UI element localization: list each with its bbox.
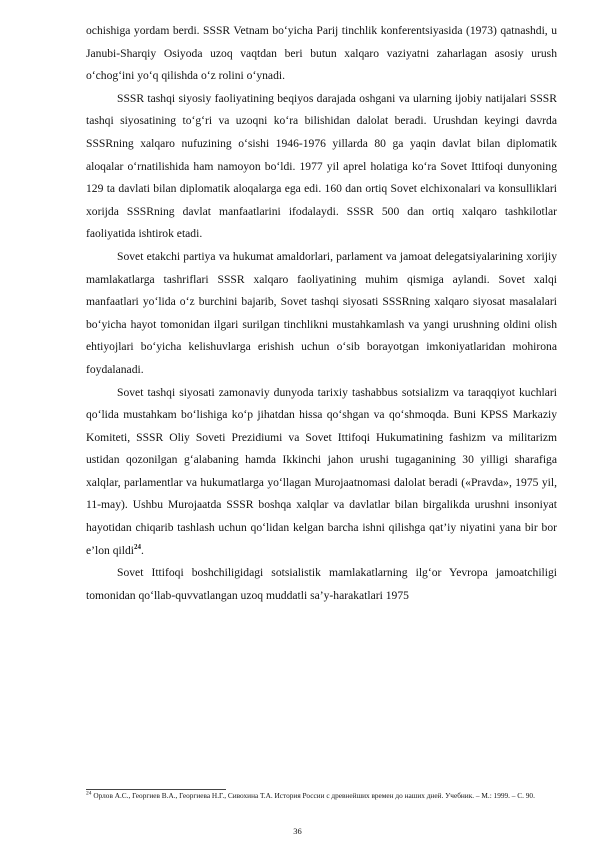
footnote-text: Орлов А.С., Георгиев В.А., Георгиева Н.Г., Сивохина Т.А. История России с древнейших времен до наших дней. Учебник. – М.: 1999. – С. 90. — [93, 791, 535, 800]
paragraph-2: SSSR tashqi siyosiy faoliyatining beqiyos darajada oshgani va ularning ijobiy natijalari SSSR tashqi siyosatining to‘g‘ri va uzoqni ko‘ra bilishidan dalolat beradi. Urushdan keyingi davrda SSSRning xalqaro nufuzining o‘sishi 1946-1976 yillarda 80 ga yaqin davlat bilan diplomatik aloqalar o‘rnatilishida ham namoyon bo‘ldi. 1977 yil aprel holatiga ko‘ra Sovet Ittifoqi dunyoning 129 ta davlati bilan diplomatik aloqalarga ega edi. 160 dan ortiq Sovet elchixonalari va konsulliklari xorijda SSSRning davlat manfaatlarini ifodalaydi. SSSR 500 dan ortiq xalqaro tashkilotlar faoliyatida ishtirok etadi. — [86, 91, 557, 241]
paragraph-4-tail: . — [140, 543, 144, 557]
paragraph-3: Sovet etakchi partiya va hukumat amaldorlari, parlament va jamoat delegatsiyalarining xorijiy mamlakatlarga tashriflari SSSR xalqaro faoliyatining muhim qismiga aylandi. Sovet xalqi manfaatlari yo‘lida o‘z burchini bajarib, Sovet tashqi siyosati SSSRning xalqaro siyosat masalalari bo‘yicha hayot tomonidan ilgari surilgan tinchlikni mustahkamlash va yangi urushning oldini olish ehtiyojlari bo‘yicha kelishuvlarga erishish uchun o‘sib borayotgan imkoniyatlaridan mohirona foydalanadi. — [86, 249, 557, 376]
footnote-divider — [86, 789, 226, 790]
page-number: 36 — [293, 826, 302, 836]
paragraph-1: ochishiga yordam berdi. SSSR Vetnam bo‘yicha Parij tinchlik konferentsiyasida (1973) qatnashdi, u Janubi-Sharqiy Osiyoda uzoq vaqtdan beri butun xalqaro vaziyatni zaharlagan asosiy urush o‘chog‘ini yo‘q qilishda o‘z rolini o‘ynadi. — [86, 24, 557, 83]
paragraph-5: Sovet Ittifoqi boshchiligidagi sotsialistik mamlakatlarning ilg‘or Yevropa jamoatchiligi tomonidan qo‘llab-quvvatlangan uzoq muddatli sa’y-harakatlari 1975 — [86, 566, 557, 602]
body-text — [86, 20, 557, 607]
paragraph-4-text: Sovet tashqi siyosati zamonaviy dunyoda tarixiy tashabbus sotsializm va taraqqiyot kuchlari qo‘lida mustahkam bo‘lishiga ko‘p jihatdan hissa qo‘shgan va qo‘shmoqda. Buni KPSS Markaziy Komiteti, SSSR Oliy Soveti Prezidiumi va Sovet Ittifoqi Hukumatining fashizm va militarizm ustidan qozonilgan g‘alabaning hamda Ikkinchi jahon urushi tugaganining 30 yilligi sharafiga xalqlar, parlamentlar va hukumatlarga yo‘llagan Murojaatnomasi dalolat beradi («Pravda», 1975 yil, 11-may). Ushbu Murojaatda SSSR boshqa xalqlar va davlatlar bilan birgalikda urushni insoniyat hayotidan chiqarib tashlash uchun qo‘lidan kelgan barcha ishni qilishga qat’iy niyatini yana bir bor e’lon qildi — [86, 385, 557, 557]
footnote — [86, 791, 557, 802]
footnote-number: 24 — [86, 790, 92, 797]
paragraph-4 — [86, 382, 557, 563]
footnote-reference[interactable]: 24 — [133, 542, 141, 551]
